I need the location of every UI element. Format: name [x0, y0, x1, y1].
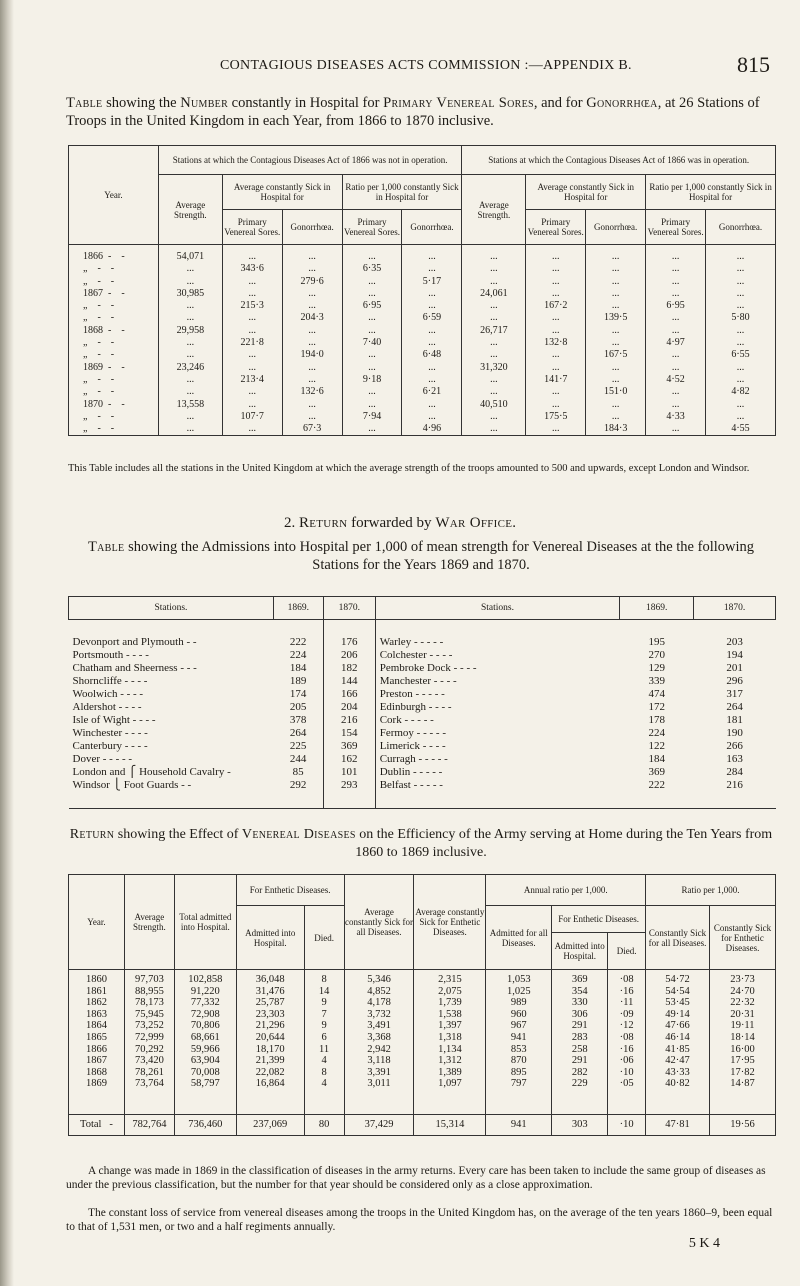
- value-1870: 264: [726, 701, 743, 713]
- value-1870: 204: [323, 701, 375, 714]
- value-1870: 203: [726, 636, 743, 648]
- table1-col-5: ... ... 5·17 ... ... 6·59 ... ... 6·48 ... ... 6·21 ... ... 4·96: [402, 245, 462, 436]
- col-year: Year.: [69, 146, 159, 245]
- station-name: Fermoy - - - - -: [375, 727, 620, 740]
- col-const-enth: Constantly Sick for Enthetic Diseases.: [710, 906, 776, 970]
- value-1869: 222: [289, 636, 307, 648]
- value-1870: 154: [323, 727, 375, 740]
- col-annual-ratio: Annual ratio per 1,000.: [486, 875, 646, 906]
- col-ratio-sick: Ratio per 1,000 constantly Sick in Hospital for: [342, 175, 462, 210]
- col-pvs-ratio-2: Primary Venereal Sores.: [646, 210, 706, 245]
- station-name: Shorncliffe - - - -: [72, 675, 148, 687]
- value-1870: 317: [726, 688, 743, 700]
- station-name: Winchester - - - -: [72, 727, 148, 739]
- table2-row: [69, 779, 776, 792]
- value-1869: 224: [289, 649, 307, 661]
- col-year: Year.: [69, 875, 125, 970]
- col-pvs: Primary Venereal Sores.: [222, 210, 282, 245]
- value-1869: 224: [648, 727, 665, 739]
- value-1870: 293: [323, 779, 375, 792]
- col-avg-all: Average constantly Sick for all Diseases.: [344, 875, 414, 970]
- col-for-enthetic-2: For Enthetic Diseases.: [552, 906, 646, 933]
- group-in-operation: Stations at which the Contagious Diseases Act of 1866 was in operation.: [462, 146, 776, 175]
- table1-col-8: ... ... ... ... ... 139·5 ... ... 167·5 ... ... 151·0 ... ... 184·3: [586, 245, 646, 436]
- admissions-table: [68, 596, 776, 809]
- col-avg-strength-2: Average Strength.: [462, 175, 526, 245]
- station-name: Dublin - - - - -: [375, 766, 620, 779]
- col-admitted: Admitted into Hospital.: [236, 906, 304, 970]
- station-name: Preston - - - - -: [375, 688, 620, 701]
- total-row: Total - 782,764 736,460 237,069 80 37,429 15,314 941 303 ·10 47·81 19·56: [69, 1115, 776, 1136]
- col-gon-ratio: Gonorrhœa.: [402, 210, 462, 245]
- table3-caption: Return showing the Effect of Venereal Diseases on the Efficiency of the Army serving at Home during the Ten Years from 1860 to 1869 inclusive.: [69, 827, 773, 860]
- col-pvs-2: Primary Venereal Sores.: [526, 210, 586, 245]
- value-1869: 122: [648, 740, 665, 752]
- table1-note: This Table includes all the stations in the United Kingdom at which the average strength of the troops amounted to 500 and upwards, except London and Windsor.: [68, 463, 750, 474]
- t3-col-died: 8 14 9 7 9 6 11 4 8 4: [304, 970, 344, 1115]
- table2-bottom-rule: [69, 792, 776, 809]
- t3-col-admitted-2: 369 354 330 306 291 283 258 291 282 229: [552, 970, 608, 1115]
- value-1870: 216: [726, 779, 743, 791]
- table1-col-7: ... ... ... ... 167·2 ... ... 132·8 ... ... 141·7 ... ... 175·5 ...: [526, 245, 586, 436]
- table1-col-4: ... 6·35 ... ... 6·95 ... ... 7·40 ... ... 9·18 ... ... 7·94 ...: [342, 245, 402, 436]
- value-1869: 378: [289, 714, 307, 726]
- table1-col-6: ... ... ... 24,061 ... ... 26,717 ... ... 31,320 ... ... 40,510 ... ...: [462, 245, 526, 436]
- value-1869: 369: [648, 766, 665, 778]
- table2-body: [69, 620, 776, 809]
- t3-col-died-2: ·08 ·16 ·11 ·09 ·12 ·08 ·16 ·06 ·10 ·05: [608, 970, 646, 1115]
- table2-row: [69, 727, 776, 740]
- value-1870: 101: [323, 766, 375, 779]
- table2-row: [69, 766, 776, 779]
- table2-row: [69, 636, 776, 649]
- value-1869: 129: [648, 662, 665, 674]
- value-1870: 166: [323, 688, 375, 701]
- station-name: Windsor ⎩ Foot Guards - -: [72, 779, 192, 791]
- table1-col-9: ... ... ... ... 6·95 ... ... 4·97 ... ... 4·52 ... ... 4·33 ...: [646, 245, 706, 436]
- table2-row: [69, 714, 776, 727]
- table1-caption: Table showing the Number constantly in Hospital for Primary Venereal Sores, and for Gonorrhœa, at 26 Stations of Troops in the United Kingdom in each Year, from 1866 to 1870 inclusive.: [66, 95, 760, 129]
- station-name: Isle of Wight - - - -: [72, 714, 156, 726]
- col-gon: Gonorrhœa.: [282, 210, 342, 245]
- station-name: Curragh - - - - -: [375, 753, 620, 766]
- table2-caption: Table showing the Admissions into Hospital per 1,000 of mean strength for Venereal Diseases at the the following Stations for the Years 1869 and 1870.: [87, 539, 755, 573]
- header-title: CONTAGIOUS DISEASES ACTS COMMISSION :—APPENDIX B.: [220, 58, 632, 73]
- station-name: Belfast - - - - -: [375, 779, 620, 792]
- value-1869: 174: [289, 688, 307, 700]
- station-name: Dover - - - - -: [72, 753, 133, 765]
- t3-col-year: 1860 1861 1862 1863 1864 1865 1866 1867 1868 1869: [69, 970, 125, 1115]
- footnote-1: A change was made in 1869 in the classification of diseases in the army returns. Every care has been taken to include the same group of diseases as under the previous classification, but the number for that year should be considered only as a close approximation.: [66, 1165, 766, 1191]
- col-ratio-sick-2: Ratio per 1,000 constantly Sick in Hospital for: [646, 175, 776, 210]
- station-name: Woolwich - - - -: [72, 688, 144, 700]
- value-1869: 339: [648, 675, 665, 687]
- value-1869: 178: [648, 714, 665, 726]
- years-column: 1866 - - „ - - „ - - 1867 - - „ - - „ - - 1868 - - „ - - „ - - 1869 - - „ - - „ - - 1870 - - „ - - „ - -: [69, 245, 159, 436]
- page-edge-shadow: [0, 0, 14, 1286]
- t3-col-avg-all: 5,346 4,852 4,178 3,732 3,491 3,368 2,942 3,118 3,391 3,011: [344, 970, 414, 1115]
- value-1869: 184: [648, 753, 665, 765]
- t3-col-avg-enth: 2,315 2,075 1,739 1,538 1,397 1,318 1,134 1,312 1,389 1,097: [414, 970, 486, 1115]
- table2-row: [69, 675, 776, 688]
- station-name: Devonport and Plymouth - -: [72, 636, 197, 648]
- value-1870: 206: [323, 649, 375, 662]
- value-1869: 189: [289, 675, 307, 687]
- t3-col-admitted: 36,048 31,476 25,787 23,303 21,296 20,644 18,170 21,399 22,082 16,864: [236, 970, 304, 1115]
- t3-col-strength: 97,703 88,955 78,173 75,945 73,252 72,999 70,292 73,420 78,261 73,764: [124, 970, 174, 1115]
- col-avg-sick-2: Average constantly Sick in Hospital for: [526, 175, 646, 210]
- value-1869: 292: [289, 779, 307, 791]
- table2-row: [69, 688, 776, 701]
- value-1869: 184: [289, 662, 307, 674]
- col-avg-strength: Average Strength.: [124, 875, 174, 970]
- table2-row: [69, 662, 776, 675]
- value-1869: 205: [289, 701, 307, 713]
- table1-col-1: 54,071 ... ... 30,985 ... ... 29,958 ... ... 23,246 ... ... 13,558 ... ...: [158, 245, 222, 436]
- value-1870: 176: [323, 636, 375, 649]
- value-1870: 194: [726, 649, 743, 661]
- table1-body: [69, 245, 776, 436]
- section2-heading: 2. Return forwarded by War Office.: [283, 515, 517, 531]
- col-gon-ratio-2: Gonorrhœa.: [706, 210, 776, 245]
- t3-col-admitted-all: 1,053 1,025 989 960 967 941 853 870 895 797: [486, 970, 552, 1115]
- table1-col-3: ... ... 279·6 ... ... 204·3 ... ... 194·0 ... ... 132·6 ... ... 67·3: [282, 245, 342, 436]
- station-name: Cork - - - - -: [375, 714, 620, 727]
- value-1869: 264: [289, 727, 307, 739]
- col-admitted-all: Admitted for all Diseases.: [486, 906, 552, 970]
- table2-row: [69, 740, 776, 753]
- value-1869: 222: [648, 779, 665, 791]
- value-1870: 284: [726, 766, 743, 778]
- table1-col-2: ... 343·6 ... ... 215·3 ... ... 221·8 ... ... 213·4 ... ... 107·7 ...: [222, 245, 282, 436]
- footnote-2: The constant loss of service from venereal diseases among the troops in the United Kingdom has, on the average of the ten years 1860–9, been equal to that of 1,531 men, or two and a half regiments annually.: [66, 1207, 773, 1233]
- value-1869: 225: [289, 740, 307, 752]
- station-name: Colchester - - - -: [375, 649, 620, 662]
- value-1869: 195: [648, 636, 665, 648]
- col-avg-strength: Average Strength.: [158, 175, 222, 245]
- station-name: Limerick - - - -: [375, 740, 620, 753]
- hospital-table: [68, 145, 776, 436]
- col-const-all: Constantly Sick for all Diseases.: [646, 906, 710, 970]
- t3-col-total: 102,858 91,220 77,332 72,908 70,806 68,661 59,966 63,904 70,008 58,797: [174, 970, 236, 1115]
- station-name: Aldershot - - - -: [72, 701, 142, 713]
- col-total-admitted: Total admitted into Hospital.: [174, 875, 236, 970]
- table2-row: [69, 753, 776, 766]
- col-stations-left: Stations.: [69, 597, 274, 620]
- col-avg-sick: Average constantly Sick in Hospital for: [222, 175, 342, 210]
- table1-col-10: ... ... ... ... ... 5·80 ... ... 6·55 ... ... 4·82 ... ... 4·55: [706, 245, 776, 436]
- value-1870: 144: [323, 675, 375, 688]
- value-1869: 270: [648, 649, 665, 661]
- col-avg-enth: Average constantly Sick for Enthetic Diseases.: [414, 875, 486, 970]
- station-name: London and ⎧ Household Cavalry -: [72, 766, 231, 778]
- station-name: Chatham and Sheerness - - -: [72, 662, 197, 674]
- col-1870-right: 1870.: [694, 597, 776, 620]
- col-stations-right: Stations.: [375, 597, 620, 620]
- col-ratio: Ratio per 1,000.: [646, 875, 776, 906]
- page-number: 815: [737, 52, 770, 77]
- page-header: [80, 50, 770, 90]
- value-1870: 201: [726, 662, 743, 674]
- value-1870: 266: [726, 740, 743, 752]
- col-1870-left: 1870.: [323, 597, 375, 620]
- col-died-2: Died.: [608, 933, 646, 970]
- station-name: Pembroke Dock - - - -: [375, 662, 620, 675]
- station-name: Edinburgh - - - -: [375, 701, 620, 714]
- col-pvs-ratio: Primary Venereal Sores.: [342, 210, 402, 245]
- group-not-in-operation: Stations at which the Contagious Diseases Act of 1866 was not in operation.: [158, 146, 462, 175]
- col-for-enthetic: For Enthetic Diseases.: [236, 875, 344, 906]
- value-1869: 85: [292, 766, 304, 778]
- value-1869: 474: [648, 688, 665, 700]
- table3-body: [69, 970, 776, 1115]
- station-name: Portsmouth - - - -: [72, 649, 149, 661]
- table2-row: [69, 701, 776, 714]
- value-1870: 163: [726, 753, 743, 765]
- col-died: Died.: [304, 906, 344, 970]
- station-name: Manchester - - - -: [375, 675, 620, 688]
- value-1870: 296: [726, 675, 743, 687]
- t3-col-const-all: 54·72 54·54 53·45 49·14 47·66 46·14 41·85 42·47 43·33 40·82: [646, 970, 710, 1115]
- value-1869: 172: [648, 701, 665, 713]
- efficiency-table: [68, 874, 776, 1136]
- table2-row: [69, 649, 776, 662]
- col-1869-left: 1869.: [273, 597, 323, 620]
- col-gon-2: Gonorrhœa.: [586, 210, 646, 245]
- value-1870: 162: [323, 753, 375, 766]
- station-name: Warley - - - - -: [375, 636, 620, 649]
- value-1870: 182: [323, 662, 375, 675]
- col-admitted-2: Admitted into Hospital.: [552, 933, 608, 970]
- t3-col-const-enth: 23·73 24·70 22·32 20·31 19·11 18·14 16·00 17·95 17·82 14·87: [710, 970, 776, 1115]
- value-1870: 190: [726, 727, 743, 739]
- col-1869-right: 1869.: [620, 597, 694, 620]
- value-1869: 244: [289, 753, 307, 765]
- value-1870: 216: [323, 714, 375, 727]
- value-1870: 369: [323, 740, 375, 753]
- station-name: Canterbury - - - -: [72, 740, 148, 752]
- page-signature: 5 K 4: [688, 1236, 720, 1251]
- value-1870: 181: [726, 714, 743, 726]
